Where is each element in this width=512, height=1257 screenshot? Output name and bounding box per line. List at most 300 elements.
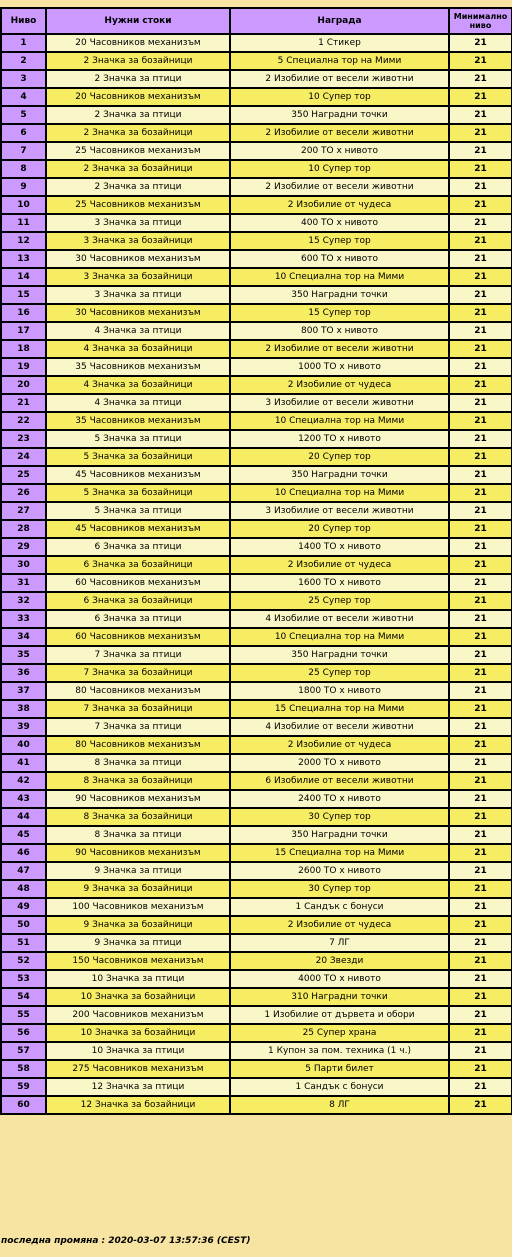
level-cell: 23 bbox=[1, 430, 46, 448]
reward-cell: 15 Специална тор на Мими bbox=[230, 844, 449, 862]
table-row bbox=[1, 1006, 512, 1024]
reward-cell: 3 Изобилие от весели животни bbox=[230, 502, 449, 520]
table-row bbox=[1, 340, 512, 358]
goods-cell: 12 Значка за птици bbox=[46, 1078, 230, 1096]
level-cell: 26 bbox=[1, 484, 46, 502]
level-cell: 22 bbox=[1, 412, 46, 430]
level-cell: 48 bbox=[1, 880, 46, 898]
min-level-cell: 21 bbox=[449, 340, 512, 358]
level-cell: 1 bbox=[1, 34, 46, 52]
level-cell: 31 bbox=[1, 574, 46, 592]
goods-cell: 6 Значка за птици bbox=[46, 610, 230, 628]
reward-cell: 1 Сандък с бонуси bbox=[230, 1078, 449, 1096]
min-level-cell: 21 bbox=[449, 430, 512, 448]
level-cell: 21 bbox=[1, 394, 46, 412]
table-row bbox=[1, 916, 512, 934]
table-row bbox=[1, 880, 512, 898]
min-level-cell: 21 bbox=[449, 718, 512, 736]
level-cell: 49 bbox=[1, 898, 46, 916]
min-level-cell: 21 bbox=[449, 826, 512, 844]
goods-cell: 6 Значка за птици bbox=[46, 538, 230, 556]
reward-cell: 10 Специална тор на Мими bbox=[230, 484, 449, 502]
min-level-cell: 21 bbox=[449, 790, 512, 808]
level-cell: 12 bbox=[1, 232, 46, 250]
header-min-level: Минимално ниво bbox=[449, 8, 512, 34]
level-cell: 15 bbox=[1, 286, 46, 304]
goods-cell: 80 Часовников механизъм bbox=[46, 682, 230, 700]
reward-cell: 310 Наградни точки bbox=[230, 988, 449, 1006]
table-row bbox=[1, 1078, 512, 1096]
level-cell: 10 bbox=[1, 196, 46, 214]
reward-cell: 1 Стикер bbox=[230, 34, 449, 52]
reward-cell: 2 Изобилие от чудеса bbox=[230, 916, 449, 934]
table-row bbox=[1, 196, 512, 214]
min-level-cell: 21 bbox=[449, 862, 512, 880]
level-cell: 52 bbox=[1, 952, 46, 970]
level-cell: 14 bbox=[1, 268, 46, 286]
reward-cell: 20 Супер тор bbox=[230, 448, 449, 466]
reward-cell: 1 Сандък с бонуси bbox=[230, 898, 449, 916]
min-level-cell: 21 bbox=[449, 736, 512, 754]
goods-cell: 30 Часовников механизъм bbox=[46, 250, 230, 268]
table-row bbox=[1, 178, 512, 196]
min-level-cell: 21 bbox=[449, 88, 512, 106]
goods-cell: 10 Значка за птици bbox=[46, 970, 230, 988]
goods-cell: 275 Часовников механизъм bbox=[46, 1060, 230, 1078]
table-row bbox=[1, 736, 512, 754]
table-row bbox=[1, 268, 512, 286]
table-row bbox=[1, 304, 512, 322]
goods-cell: 7 Значка за бозайници bbox=[46, 700, 230, 718]
goods-cell: 5 Значка за бозайници bbox=[46, 448, 230, 466]
level-cell: 35 bbox=[1, 646, 46, 664]
table-row bbox=[1, 772, 512, 790]
level-cell: 30 bbox=[1, 556, 46, 574]
min-level-cell: 21 bbox=[449, 484, 512, 502]
level-cell: 57 bbox=[1, 1042, 46, 1060]
level-cell: 36 bbox=[1, 664, 46, 682]
reward-cell: 7 ЛГ bbox=[230, 934, 449, 952]
reward-cell: 30 Супер тор bbox=[230, 880, 449, 898]
header-reward: Награда bbox=[230, 8, 449, 34]
level-cell: 18 bbox=[1, 340, 46, 358]
reward-cell: 350 Наградни точки bbox=[230, 826, 449, 844]
level-cell: 53 bbox=[1, 970, 46, 988]
level-cell: 4 bbox=[1, 88, 46, 106]
table-body bbox=[1, 34, 512, 1114]
goods-cell: 8 Значка за бозайници bbox=[46, 772, 230, 790]
table-row bbox=[1, 556, 512, 574]
reward-cell: 2 Изобилие от весели животни bbox=[230, 178, 449, 196]
level-cell: 19 bbox=[1, 358, 46, 376]
table-row bbox=[1, 790, 512, 808]
table-row bbox=[1, 412, 512, 430]
table-row bbox=[1, 322, 512, 340]
goods-cell: 2 Значка за бозайници bbox=[46, 124, 230, 142]
level-cell: 37 bbox=[1, 682, 46, 700]
level-cell: 60 bbox=[1, 1096, 46, 1114]
table-row bbox=[1, 826, 512, 844]
min-level-cell: 21 bbox=[449, 124, 512, 142]
level-cell: 45 bbox=[1, 826, 46, 844]
goods-cell: 80 Часовников механизъм bbox=[46, 736, 230, 754]
reward-cell: 25 Супер храна bbox=[230, 1024, 449, 1042]
table-row bbox=[1, 1096, 512, 1114]
reward-cell: 4 Изобилие от весели животни bbox=[230, 610, 449, 628]
level-cell: 7 bbox=[1, 142, 46, 160]
table-row bbox=[1, 862, 512, 880]
min-level-cell: 21 bbox=[449, 754, 512, 772]
reward-cell: 200 ТО x нивото bbox=[230, 142, 449, 160]
level-cell: 47 bbox=[1, 862, 46, 880]
min-level-cell: 21 bbox=[449, 250, 512, 268]
table-row bbox=[1, 844, 512, 862]
min-level-cell: 21 bbox=[449, 322, 512, 340]
goods-cell: 5 Значка за птици bbox=[46, 502, 230, 520]
table-row bbox=[1, 988, 512, 1006]
min-level-cell: 21 bbox=[449, 214, 512, 232]
min-level-cell: 21 bbox=[449, 1078, 512, 1096]
min-level-cell: 21 bbox=[449, 34, 512, 52]
table-row bbox=[1, 124, 512, 142]
min-level-cell: 21 bbox=[449, 700, 512, 718]
level-cell: 11 bbox=[1, 214, 46, 232]
min-level-cell: 21 bbox=[449, 808, 512, 826]
table-row bbox=[1, 1024, 512, 1042]
reward-cell: 3 Изобилие от весели животни bbox=[230, 394, 449, 412]
table-row bbox=[1, 142, 512, 160]
level-cell: 5 bbox=[1, 106, 46, 124]
reward-cell: 2 Изобилие от чудеса bbox=[230, 376, 449, 394]
level-cell: 20 bbox=[1, 376, 46, 394]
reward-cell: 2000 ТО x нивото bbox=[230, 754, 449, 772]
goods-cell: 3 Значка за бозайници bbox=[46, 232, 230, 250]
min-level-cell: 21 bbox=[449, 538, 512, 556]
table-row bbox=[1, 808, 512, 826]
min-level-cell: 21 bbox=[449, 1024, 512, 1042]
table-row bbox=[1, 520, 512, 538]
reward-cell: 350 Наградни точки bbox=[230, 466, 449, 484]
min-level-cell: 21 bbox=[449, 178, 512, 196]
min-level-cell: 21 bbox=[449, 286, 512, 304]
reward-cell: 15 Специална тор на Мими bbox=[230, 700, 449, 718]
header-goods: Нужни стоки bbox=[46, 8, 230, 34]
min-level-cell: 21 bbox=[449, 628, 512, 646]
level-cell: 2 bbox=[1, 52, 46, 70]
table-row bbox=[1, 574, 512, 592]
table-row bbox=[1, 250, 512, 268]
level-cell: 41 bbox=[1, 754, 46, 772]
goods-cell: 2 Значка за птици bbox=[46, 70, 230, 88]
reward-cell: 350 Наградни точки bbox=[230, 646, 449, 664]
table-row bbox=[1, 898, 512, 916]
reward-cell: 4000 ТО x нивото bbox=[230, 970, 449, 988]
goods-cell: 90 Часовников механизъм bbox=[46, 844, 230, 862]
goods-cell: 10 Значка за бозайници bbox=[46, 1024, 230, 1042]
goods-cell: 25 Часовников механизъм bbox=[46, 142, 230, 160]
goods-cell: 45 Часовников механизъм bbox=[46, 520, 230, 538]
goods-cell: 2 Значка за птици bbox=[46, 178, 230, 196]
reward-cell: 600 ТО x нивото bbox=[230, 250, 449, 268]
level-cell: 38 bbox=[1, 700, 46, 718]
min-level-cell: 21 bbox=[449, 844, 512, 862]
table-row bbox=[1, 466, 512, 484]
table-row bbox=[1, 214, 512, 232]
level-cell: 16 bbox=[1, 304, 46, 322]
min-level-cell: 21 bbox=[449, 394, 512, 412]
table-row bbox=[1, 592, 512, 610]
table-row bbox=[1, 394, 512, 412]
min-level-cell: 21 bbox=[449, 502, 512, 520]
table-row bbox=[1, 934, 512, 952]
table-row bbox=[1, 502, 512, 520]
table-row bbox=[1, 448, 512, 466]
reward-cell: 25 Супер тор bbox=[230, 592, 449, 610]
goods-cell: 90 Часовников механизъм bbox=[46, 790, 230, 808]
min-level-cell: 21 bbox=[449, 574, 512, 592]
min-level-cell: 21 bbox=[449, 106, 512, 124]
reward-cell: 350 Наградни точки bbox=[230, 286, 449, 304]
goods-cell: 8 Значка за птици bbox=[46, 754, 230, 772]
level-cell: 27 bbox=[1, 502, 46, 520]
goods-cell: 45 Часовников механизъм bbox=[46, 466, 230, 484]
min-level-cell: 21 bbox=[449, 952, 512, 970]
table-row bbox=[1, 646, 512, 664]
min-level-cell: 21 bbox=[449, 304, 512, 322]
table-row bbox=[1, 1042, 512, 1060]
reward-cell: 1 Купон за пом. техника (1 ч.) bbox=[230, 1042, 449, 1060]
table-row bbox=[1, 628, 512, 646]
min-level-cell: 21 bbox=[449, 142, 512, 160]
reward-cell: 1200 ТО x нивото bbox=[230, 430, 449, 448]
goods-cell: 5 Значка за бозайници bbox=[46, 484, 230, 502]
goods-cell: 9 Значка за птици bbox=[46, 934, 230, 952]
reward-cell: 6 Изобилие от весели животни bbox=[230, 772, 449, 790]
reward-cell: 15 Супер тор bbox=[230, 232, 449, 250]
min-level-cell: 21 bbox=[449, 448, 512, 466]
table-row bbox=[1, 952, 512, 970]
reward-cell: 800 ТО x нивото bbox=[230, 322, 449, 340]
table-row bbox=[1, 538, 512, 556]
reward-cell: 5 Специална тор на Мими bbox=[230, 52, 449, 70]
min-level-cell: 21 bbox=[449, 1096, 512, 1114]
level-cell: 43 bbox=[1, 790, 46, 808]
reward-cell: 1000 ТО x нивото bbox=[230, 358, 449, 376]
goods-cell: 20 Часовников механизъм bbox=[46, 88, 230, 106]
goods-cell: 4 Значка за бозайници bbox=[46, 376, 230, 394]
goods-cell: 7 Значка за птици bbox=[46, 646, 230, 664]
level-cell: 40 bbox=[1, 736, 46, 754]
goods-cell: 20 Часовников механизъм bbox=[46, 34, 230, 52]
table-row bbox=[1, 1060, 512, 1078]
min-level-cell: 21 bbox=[449, 934, 512, 952]
reward-cell: 10 Супер тор bbox=[230, 160, 449, 178]
goods-cell: 8 Значка за птици bbox=[46, 826, 230, 844]
goods-cell: 3 Значка за бозайници bbox=[46, 268, 230, 286]
reward-cell: 2 Изобилие от весели животни bbox=[230, 340, 449, 358]
reward-cell: 2 Изобилие от чудеса bbox=[230, 736, 449, 754]
min-level-cell: 21 bbox=[449, 520, 512, 538]
reward-cell: 400 ТО x нивото bbox=[230, 214, 449, 232]
goods-cell: 7 Значка за бозайници bbox=[46, 664, 230, 682]
reward-cell: 1400 ТО x нивото bbox=[230, 538, 449, 556]
table-row bbox=[1, 610, 512, 628]
level-cell: 32 bbox=[1, 592, 46, 610]
table-row bbox=[1, 682, 512, 700]
level-cell: 9 bbox=[1, 178, 46, 196]
reward-cell: 2 Изобилие от весели животни bbox=[230, 70, 449, 88]
reward-cell: 10 Супер тор bbox=[230, 88, 449, 106]
min-level-cell: 21 bbox=[449, 682, 512, 700]
level-cell: 8 bbox=[1, 160, 46, 178]
goods-cell: 30 Часовников механизъм bbox=[46, 304, 230, 322]
level-cell: 58 bbox=[1, 1060, 46, 1078]
min-level-cell: 21 bbox=[449, 646, 512, 664]
goods-cell: 6 Значка за бозайници bbox=[46, 556, 230, 574]
level-cell: 50 bbox=[1, 916, 46, 934]
goods-cell: 12 Значка за бозайници bbox=[46, 1096, 230, 1114]
min-level-cell: 21 bbox=[449, 196, 512, 214]
level-cell: 33 bbox=[1, 610, 46, 628]
reward-cell: 1600 ТО x нивото bbox=[230, 574, 449, 592]
table-row bbox=[1, 232, 512, 250]
min-level-cell: 21 bbox=[449, 556, 512, 574]
reward-cell: 10 Специална тор на Мими bbox=[230, 628, 449, 646]
goods-cell: 8 Значка за бозайници bbox=[46, 808, 230, 826]
table-row bbox=[1, 160, 512, 178]
reward-cell: 2600 ТО x нивото bbox=[230, 862, 449, 880]
min-level-cell: 21 bbox=[449, 412, 512, 430]
min-level-cell: 21 bbox=[449, 880, 512, 898]
reward-cell: 2 Изобилие от весели животни bbox=[230, 124, 449, 142]
min-level-cell: 21 bbox=[449, 1060, 512, 1078]
table-row bbox=[1, 34, 512, 52]
goods-cell: 9 Значка за бозайници bbox=[46, 880, 230, 898]
reward-cell: 20 Звезди bbox=[230, 952, 449, 970]
table-row bbox=[1, 970, 512, 988]
min-level-cell: 21 bbox=[449, 1006, 512, 1024]
goods-cell: 100 Часовников механизъм bbox=[46, 898, 230, 916]
goods-cell: 35 Часовников механизъм bbox=[46, 358, 230, 376]
goods-cell: 4 Значка за птици bbox=[46, 394, 230, 412]
min-level-cell: 21 bbox=[449, 52, 512, 70]
header-level: Ниво bbox=[1, 8, 46, 34]
level-cell: 17 bbox=[1, 322, 46, 340]
min-level-cell: 21 bbox=[449, 772, 512, 790]
goods-cell: 4 Значка за птици bbox=[46, 322, 230, 340]
goods-cell: 9 Значка за бозайници bbox=[46, 916, 230, 934]
reward-cell: 2 Изобилие от чудеса bbox=[230, 556, 449, 574]
table-row bbox=[1, 664, 512, 682]
reward-cell: 20 Супер тор bbox=[230, 520, 449, 538]
min-level-cell: 21 bbox=[449, 358, 512, 376]
level-cell: 55 bbox=[1, 1006, 46, 1024]
table-row bbox=[1, 718, 512, 736]
reward-cell: 10 Специална тор на Мими bbox=[230, 268, 449, 286]
reward-cell: 2400 ТО x нивото bbox=[230, 790, 449, 808]
goods-cell: 25 Часовников механизъм bbox=[46, 196, 230, 214]
reward-cell: 15 Супер тор bbox=[230, 304, 449, 322]
reward-cell: 25 Супер тор bbox=[230, 664, 449, 682]
reward-cell: 1 Изобилие от дървета и обори bbox=[230, 1006, 449, 1024]
level-cell: 34 bbox=[1, 628, 46, 646]
min-level-cell: 21 bbox=[449, 70, 512, 88]
level-cell: 13 bbox=[1, 250, 46, 268]
goods-cell: 60 Часовников механизъм bbox=[46, 574, 230, 592]
level-cell: 42 bbox=[1, 772, 46, 790]
table-row bbox=[1, 484, 512, 502]
min-level-cell: 21 bbox=[449, 466, 512, 484]
goods-cell: 5 Значка за птици bbox=[46, 430, 230, 448]
table-row bbox=[1, 700, 512, 718]
min-level-cell: 21 bbox=[449, 1042, 512, 1060]
goods-cell: 4 Значка за бозайници bbox=[46, 340, 230, 358]
reward-cell: 8 ЛГ bbox=[230, 1096, 449, 1114]
table-row bbox=[1, 286, 512, 304]
table-row bbox=[1, 106, 512, 124]
min-level-cell: 21 bbox=[449, 160, 512, 178]
min-level-cell: 21 bbox=[449, 970, 512, 988]
level-cell: 6 bbox=[1, 124, 46, 142]
goods-cell: 60 Часовников механизъм bbox=[46, 628, 230, 646]
min-level-cell: 21 bbox=[449, 664, 512, 682]
goods-cell: 10 Значка за птици bbox=[46, 1042, 230, 1060]
reward-cell: 5 Парти билет bbox=[230, 1060, 449, 1078]
level-cell: 3 bbox=[1, 70, 46, 88]
level-cell: 29 bbox=[1, 538, 46, 556]
min-level-cell: 21 bbox=[449, 268, 512, 286]
goods-cell: 2 Значка за птици bbox=[46, 106, 230, 124]
table-row bbox=[1, 376, 512, 394]
level-cell: 24 bbox=[1, 448, 46, 466]
min-level-cell: 21 bbox=[449, 232, 512, 250]
rewards-table bbox=[0, 7, 512, 1115]
level-cell: 54 bbox=[1, 988, 46, 1006]
min-level-cell: 21 bbox=[449, 592, 512, 610]
goods-cell: 3 Значка за птици bbox=[46, 286, 230, 304]
level-cell: 51 bbox=[1, 934, 46, 952]
min-level-cell: 21 bbox=[449, 898, 512, 916]
table-row bbox=[1, 52, 512, 70]
level-cell: 39 bbox=[1, 718, 46, 736]
table-row bbox=[1, 88, 512, 106]
reward-cell: 4 Изобилие от весели животни bbox=[230, 718, 449, 736]
table-header-row bbox=[1, 8, 512, 34]
goods-cell: 200 Часовников механизъм bbox=[46, 1006, 230, 1024]
goods-cell: 10 Значка за бозайници bbox=[46, 988, 230, 1006]
goods-cell: 35 Часовников механизъм bbox=[46, 412, 230, 430]
goods-cell: 9 Значка за птици bbox=[46, 862, 230, 880]
reward-cell: 2 Изобилие от чудеса bbox=[230, 196, 449, 214]
table-row bbox=[1, 430, 512, 448]
min-level-cell: 21 bbox=[449, 988, 512, 1006]
reward-cell: 10 Специална тор на Мими bbox=[230, 412, 449, 430]
level-cell: 44 bbox=[1, 808, 46, 826]
last-modified-note: последна промяна : 2020-03-07 13:57:36 (CEST) bbox=[1, 1236, 251, 1246]
reward-cell: 1800 ТО x нивото bbox=[230, 682, 449, 700]
level-cell: 28 bbox=[1, 520, 46, 538]
goods-cell: 3 Значка за птици bbox=[46, 214, 230, 232]
table-row bbox=[1, 70, 512, 88]
reward-cell: 350 Наградни точки bbox=[230, 106, 449, 124]
goods-cell: 6 Значка за бозайници bbox=[46, 592, 230, 610]
level-cell: 59 bbox=[1, 1078, 46, 1096]
min-level-cell: 21 bbox=[449, 376, 512, 394]
level-cell: 56 bbox=[1, 1024, 46, 1042]
reward-cell: 30 Супер тор bbox=[230, 808, 449, 826]
min-level-cell: 21 bbox=[449, 916, 512, 934]
table-row bbox=[1, 358, 512, 376]
